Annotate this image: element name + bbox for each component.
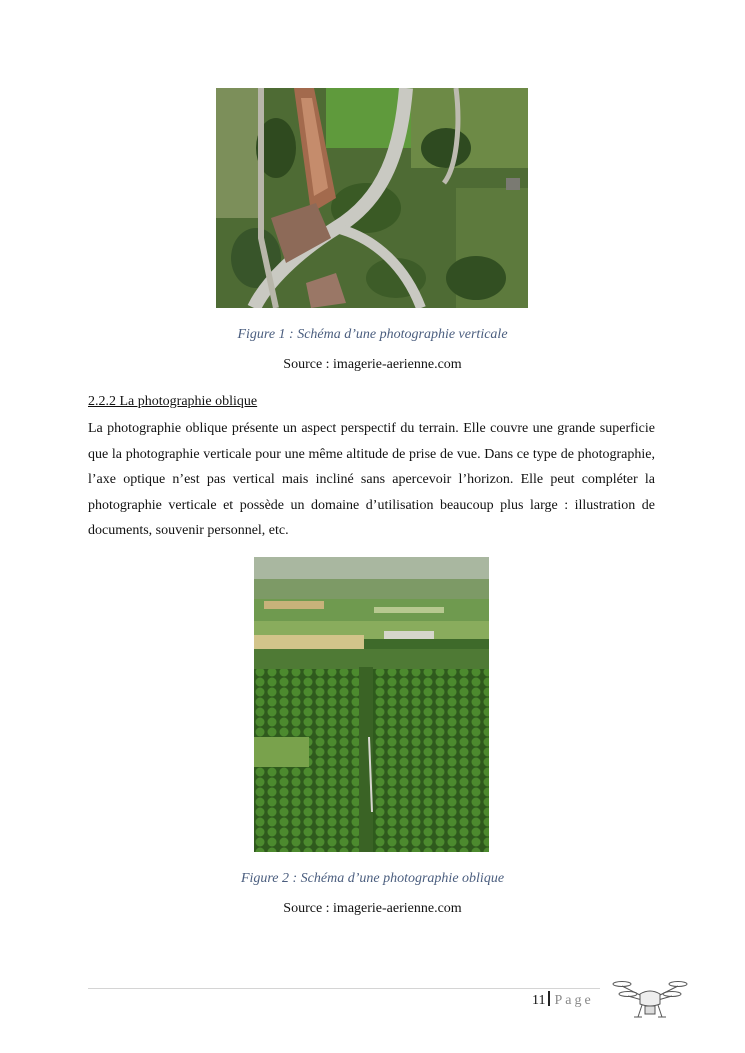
page-label: Page — [554, 993, 594, 1008]
section-paragraph: La photographie oblique présente un aspect perspectif du terrain. Elle couvre une grande superficie que la photographie verticale pour une même altitude de prise de vue. Dans ce type de photographie, l’axe optique n’est pas vertical mais incliné sans apercevoir l’horizon. Elle peut compléter la photographie verticale et possède un domaine d’utilisation beaucoup plus large : illustration de documents, souvenir personnel, etc. — [88, 421, 655, 539]
figure-2-source: Source : imagerie-aerienne.com — [283, 901, 462, 916]
figure-2-caption: Figure 2 : Schéma d’une photographie oblique — [240, 871, 505, 886]
drone-icon — [612, 972, 688, 1022]
figure-1-source: Source : imagerie-aerienne.com — [283, 357, 462, 372]
figure-1-image — [216, 88, 528, 308]
page-number: 11 — [532, 993, 546, 1008]
footer-divider — [88, 988, 600, 989]
figure-1-caption: Figure 1 : Schéma d’une photographie verticale — [237, 327, 508, 342]
footer-separator — [548, 991, 550, 1006]
page-footer — [532, 991, 594, 1009]
section-heading: 2.2.2 La photographie oblique — [88, 394, 258, 409]
figure-2-image — [254, 557, 489, 852]
